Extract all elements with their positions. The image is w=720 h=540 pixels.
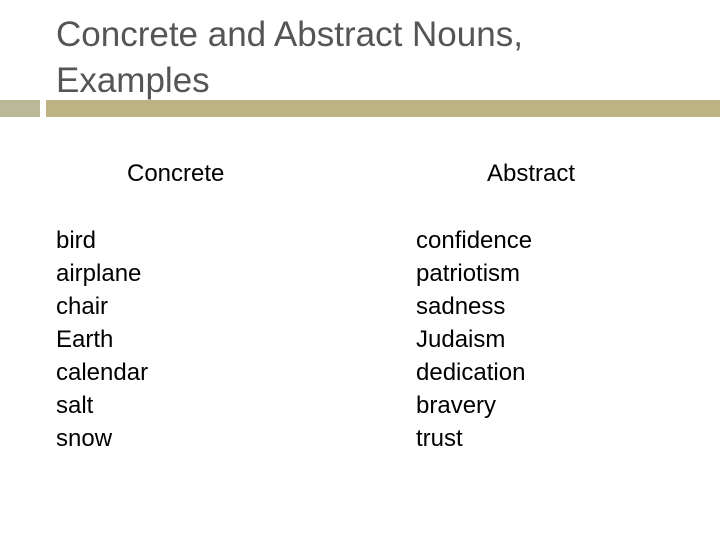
abstract-word: dedication xyxy=(416,359,526,386)
concrete-column-header: Concrete xyxy=(127,160,225,187)
abstract-word: patriotism xyxy=(416,260,521,287)
abstract-word: bravery xyxy=(416,392,497,419)
abstract-column-header: Abstract xyxy=(487,160,576,187)
concrete-word-list xyxy=(56,224,148,455)
concrete-word: salt xyxy=(56,392,94,419)
abstract-word: trust xyxy=(416,425,463,452)
concrete-word: chair xyxy=(56,293,109,320)
concrete-word: airplane xyxy=(56,260,142,287)
concrete-word: snow xyxy=(56,425,113,452)
abstract-word: sadness xyxy=(416,293,506,320)
abstract-word-list xyxy=(416,224,532,455)
concrete-word: bird xyxy=(56,227,97,254)
abstract-word: Judaism xyxy=(416,326,506,353)
title-accent-square xyxy=(0,100,40,117)
slide-title: Concrete and Abstract Nouns, Examples xyxy=(56,15,523,100)
abstract-word: confidence xyxy=(416,227,533,254)
title-accent-bar xyxy=(46,100,720,117)
concrete-word: calendar xyxy=(56,359,149,386)
concrete-word: Earth xyxy=(56,326,114,353)
